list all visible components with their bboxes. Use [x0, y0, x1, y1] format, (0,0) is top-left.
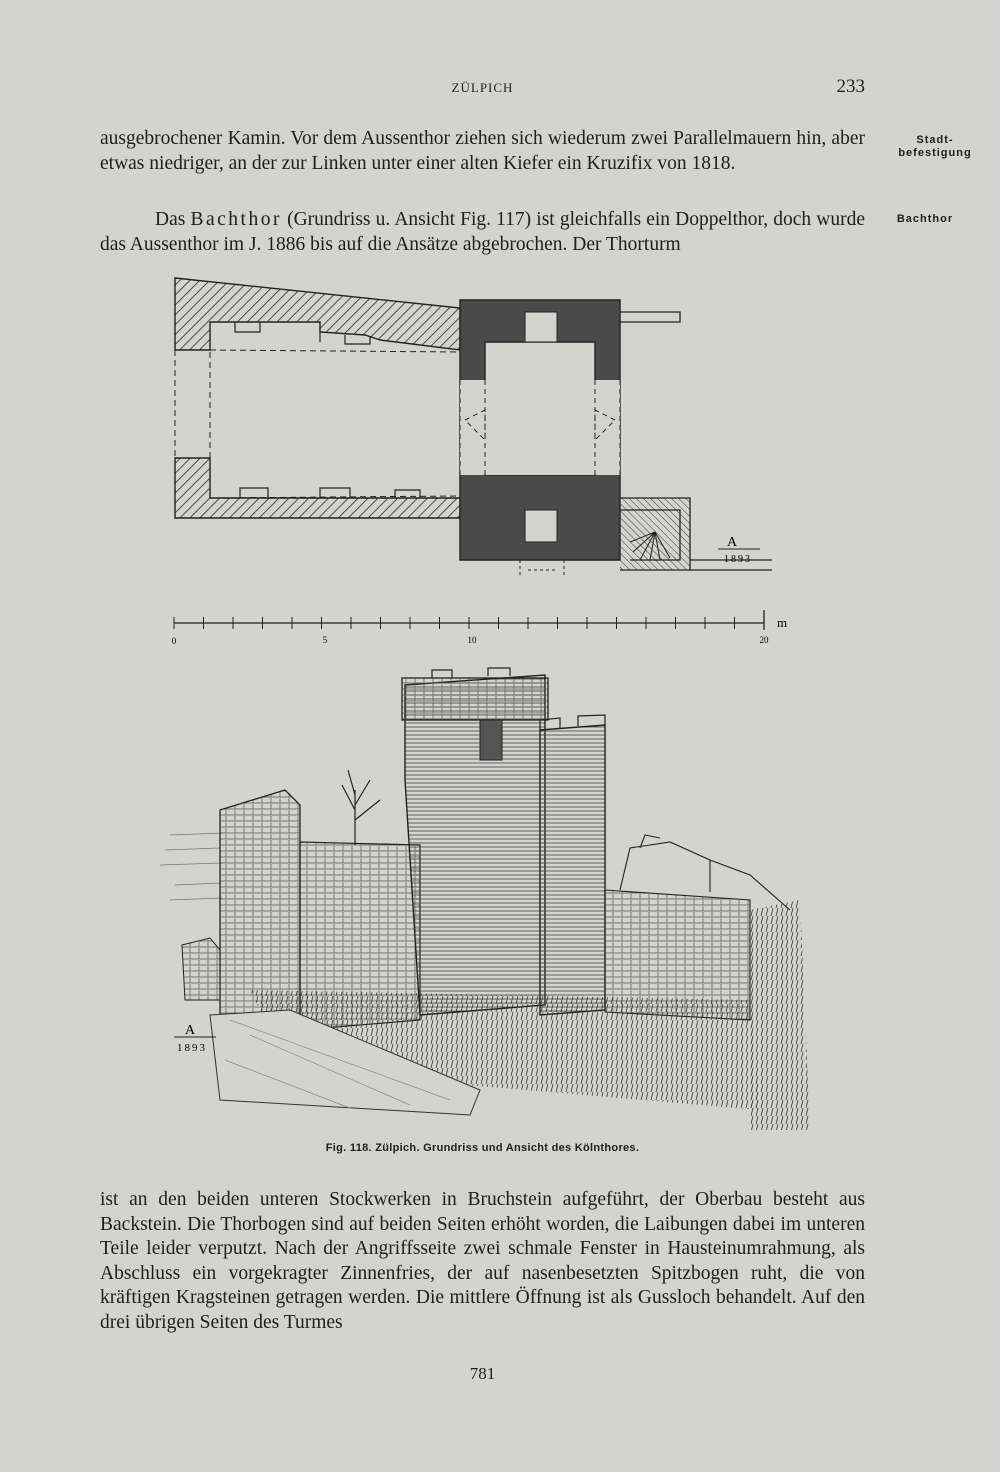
view-sky-hatching: [160, 833, 225, 900]
view-tower-window: [480, 720, 502, 760]
scale-label-0: 0: [171, 636, 177, 646]
plan-tower-passage-south: [525, 510, 557, 542]
paragraph-kamin: ausgebrochener Kamin. Vor dem Aussenthor ziehen sich wiederum zwei Parallelmauern hin, aber etwas niedriger, an der zur Linken unter einer alten Kiefer ein Kruzifix von 1818.: [100, 128, 865, 174]
scale-label-20: 20: [759, 635, 769, 645]
page-number: 233: [836, 76, 865, 97]
paragraph-lead: Das: [155, 209, 186, 230]
plan-dashed-outline: [175, 322, 460, 498]
plan-outer-wall-south: [175, 458, 460, 518]
view-slope: [750, 900, 810, 1130]
view-tower-crenels: [432, 668, 510, 678]
running-title: ZÜLPICH: [451, 80, 514, 95]
view-tree: [342, 770, 380, 845]
paragraph-thorturm: ist an den beiden unteren Stockwerken in Bruchstein aufgeführt, der Oberbau besteht aus Backstein. Die Thorbogen sind auf beiden Seiten erhöht worden, die Laibungen dabei im unteren Teile leider verputzt. Nach der Angriffsseite zwei schmale Fenster in Hausteinumrahmung, als Abschluss ein vorgekragter Zinnenfries, der auf nasenbesetzten Spitzbogen ruht, die von kräftigen Kragsteinen getragen werden. Die mittlere Öffnung ist als Gussloch behandelt. Auf den drei übrigen Seiten des Turmes: [100, 1189, 865, 1333]
view-shed: [182, 938, 220, 1000]
margin-note-line: Stadt-: [916, 134, 954, 146]
plan-tower-gap: [460, 380, 620, 475]
margin-note-line: befestigung: [898, 147, 972, 159]
plan-outer-wall-north: [175, 278, 460, 350]
scale-unit: m: [776, 615, 788, 630]
plan-tower-passage-north: [525, 312, 557, 342]
running-head: [100, 76, 865, 100]
plan-signature: A: [726, 535, 738, 550]
floor-plan-figure: [160, 270, 800, 660]
view-signature: A: [184, 1023, 196, 1038]
sheet-number: 781: [469, 1364, 496, 1383]
view-tower-battlements: [402, 678, 548, 720]
view-main-tower: [405, 675, 545, 1015]
margin-note-bachthor: Bachthor: [896, 213, 954, 225]
spaced-term-bachthor: Bachthor: [190, 209, 282, 230]
plan-tower-steps: [520, 560, 564, 575]
plan-east-wall-stub: [620, 312, 680, 322]
paragraph-rest: (Grundriss u. Ansicht Fig. 117) ist gleichfalls ein Doppelthor, doch wurde das Aussenthor im J. 1886 bis auf die Ansätze abgebrochen. Der Thorturm: [100, 209, 865, 255]
paragraph-bachthor: [100, 208, 865, 257]
view-right-tower: [540, 725, 605, 1015]
scale-label-10: 10: [467, 635, 477, 645]
scale-label-5: 5: [322, 635, 328, 645]
view-year: 1893: [177, 1042, 207, 1054]
plan-year: 1893: [724, 554, 752, 565]
margin-note-stadtbefestigung: [890, 134, 980, 160]
gate-view-figure: [150, 660, 810, 1130]
figure-caption: Fig. 118. Zülpich. Grundriss und Ansicht des Kölnthores.: [325, 1142, 640, 1154]
